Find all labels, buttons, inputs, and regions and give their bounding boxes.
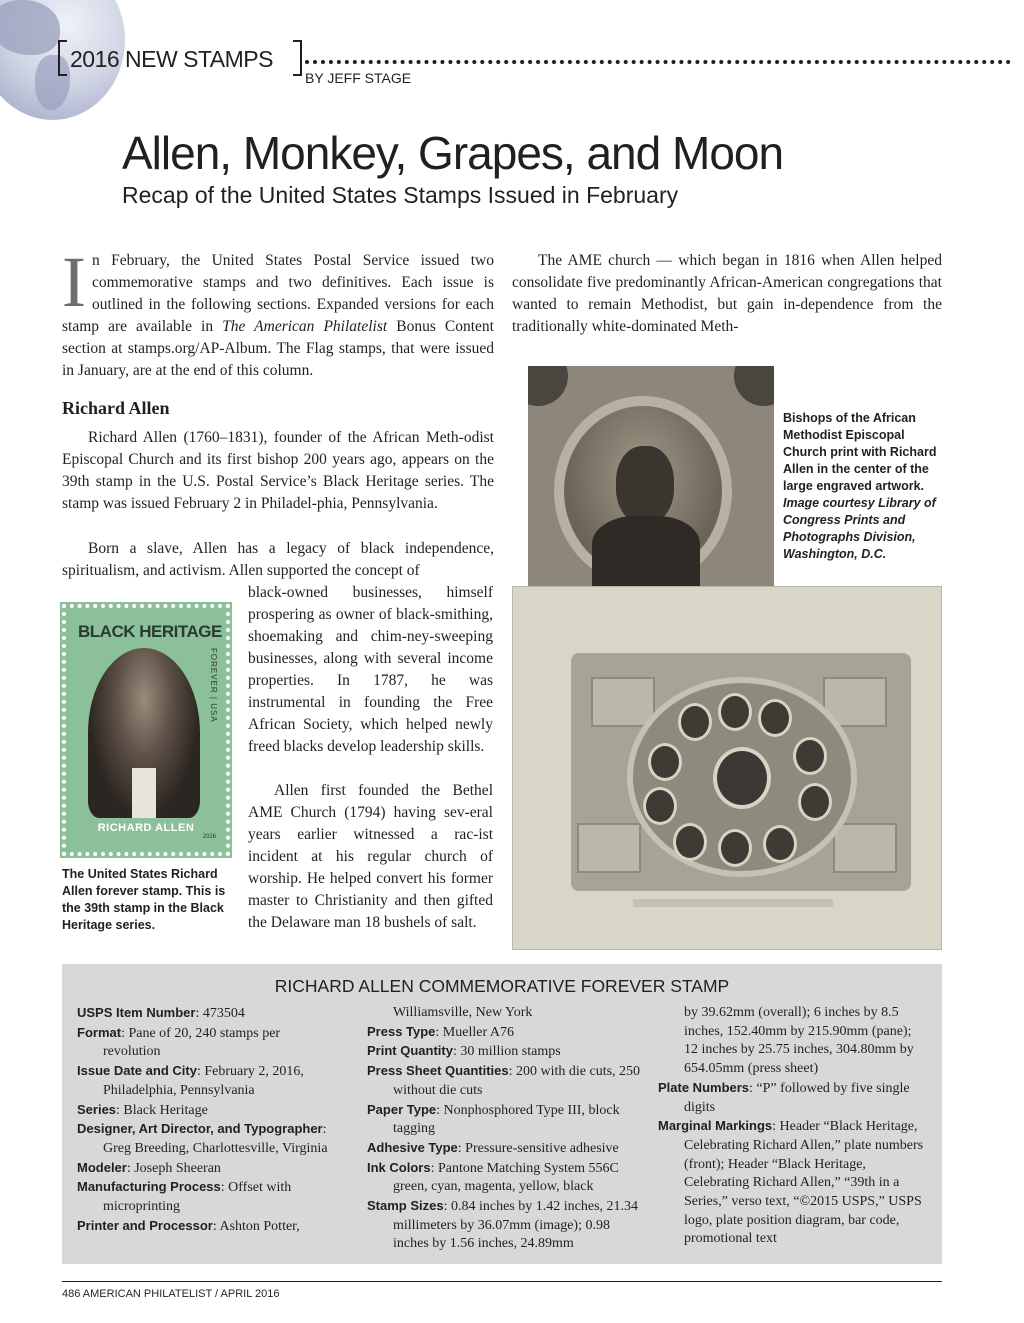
allen-paragraph-1: Richard Allen (1760–1831), founder of the African Meth-odist Episcopal Church and its first bishop 200 years ago, appears on the 39th stamp in the U.S. Postal Service’s Black Heritage series. The stamp was issued February 2 in Philadel-phia, Pennsylvania. xyxy=(62,429,494,512)
detail-label: Ink Colors xyxy=(367,1159,431,1175)
detail-value: : Black Heritage xyxy=(116,1102,208,1118)
print-bishop-medallion xyxy=(718,693,752,731)
detail-label: Paper Type xyxy=(367,1101,437,1117)
details-column-1 xyxy=(77,1004,339,1236)
bracket-left xyxy=(58,40,67,76)
detail-label: Designer, Art Director, and Typographer xyxy=(77,1121,323,1137)
stamp-details-box xyxy=(62,964,942,1264)
detail-label: Press Sheet Quantities xyxy=(367,1063,509,1079)
print-bishop-medallion xyxy=(793,737,827,775)
details-title: RICHARD ALLEN COMMEMORATIVE FOREVER STAMP xyxy=(274,976,730,996)
detail-entry xyxy=(367,1101,647,1139)
engraving-detail-image xyxy=(528,366,774,592)
print-bishop-medallion xyxy=(678,703,712,741)
stamp-portrait-collar xyxy=(132,768,156,818)
detail-label: Modeler xyxy=(77,1159,127,1175)
detail-label: Format xyxy=(77,1024,122,1040)
detail-value: : Offset with microprinting xyxy=(103,1180,292,1215)
footer-rule xyxy=(62,1281,942,1282)
detail-label: Adhesive Type xyxy=(367,1139,458,1155)
print-building-vignette xyxy=(833,823,897,873)
drop-cap: I xyxy=(62,242,86,322)
section-heading: Richard Allen xyxy=(62,398,170,418)
detail-value: : Header “Black Heritage, Celebrating Richard Allen,” plate numbers (front); Header “Black Heritage, Celebrating Richard Allen,” “39th in a Series,” verso text, “©2015 USPS,” USPS logo, plate position diagram, bar code, promotional text xyxy=(684,1119,924,1247)
detail-entry xyxy=(77,1178,339,1216)
print-caption-text: Bishops of the African Methodist Episcopal Church print with Richard Allen in the center of the large engraved artwork. xyxy=(783,411,937,493)
detail-label: USPS Item Number xyxy=(77,1005,196,1020)
print-caption-credit: Image courtesy Library of Congress Prints and Photographs Division, Washington, D.C. xyxy=(783,496,936,561)
detail-entry xyxy=(77,1062,339,1100)
detail-value: : Ashton Potter, xyxy=(212,1218,300,1234)
intro-text: n February, the United States Postal Service issued two commemorative stamps and two definitives. Each issue is outlined in the following sections. Expanded versions for each stamp are available in xyxy=(62,252,494,335)
detail-label: Series xyxy=(77,1101,117,1117)
detail-entry xyxy=(367,1159,647,1197)
engraving-corner-portrait xyxy=(528,366,568,406)
intro-text-cont: Bonus Content section at stamps.org/AP-Album. The Flag stamps, that were issued in January, are at the end of this column. xyxy=(62,318,494,379)
detail-entry xyxy=(77,1159,339,1179)
detail-entry xyxy=(367,1023,647,1043)
detail-entry xyxy=(658,1079,928,1117)
detail-value: : Joseph Sheeran xyxy=(126,1160,221,1176)
detail-entry xyxy=(77,1217,339,1237)
allen-paragraph-3: Allen first founded the Bethel AME Church (1794) having sev-eral years earlier witnessed a rac-ist incident at his regular church of worship. He helped convert his former master to Christianity and then gifted the Delaware man 18 bushels of salt. xyxy=(248,782,493,931)
detail-label: Print Quantity xyxy=(367,1043,453,1059)
bishops-print-image xyxy=(512,586,942,950)
detail-value: : Pane of 20, 240 stamps per revolution xyxy=(103,1025,281,1060)
print-bishop-medallion xyxy=(798,783,832,821)
engraving-face xyxy=(616,446,674,524)
detail-entry xyxy=(77,1004,339,1024)
details-column-3 xyxy=(658,1004,928,1249)
engraving-body xyxy=(592,516,700,586)
article-subtitle: Recap of the United States Stamps Issued in February xyxy=(122,182,679,208)
detail-label: Stamp Sizes xyxy=(367,1198,444,1214)
detail-value: : Greg Breeding, Charlottesville, Virginia xyxy=(103,1122,328,1156)
detail-label: Printer and Processor xyxy=(77,1217,213,1233)
print-building-vignette xyxy=(577,823,641,873)
allen-paragraph-2: Born a slave, Allen has a legacy of black independence, spiritualism, and activism. Allen supported the concept of xyxy=(62,540,494,579)
print-caption xyxy=(783,410,943,563)
detail-value: : 200 with die cuts, 250 without die cuts xyxy=(393,1064,641,1098)
globe-landmass xyxy=(0,0,60,55)
detail-continuation: by 39.62mm (overall); 6 inches by 8.5 inches, 152.40mm by 215.90mm (pane); 12 inches by 25.75 inches, 304.80mm by 654.05mm (press sheet) xyxy=(684,1005,914,1077)
detail-value: : Pantone Matching System 556C green, cyan, magenta, yellow, black xyxy=(393,1160,619,1195)
print-bishop-medallion xyxy=(673,823,707,861)
details-column-2 xyxy=(367,1004,647,1254)
detail-label: Press Type xyxy=(367,1023,436,1039)
print-bishop-medallion xyxy=(643,787,677,825)
article-title: Allen, Monkey, Grapes, and Moon xyxy=(122,127,784,179)
detail-value: : February 2, 2016, Philadelphia, Pennsylvania xyxy=(103,1064,304,1098)
detail-label: Issue Date and City xyxy=(77,1063,197,1079)
detail-entry xyxy=(658,1117,928,1249)
byline: BY JEFF STAGE xyxy=(305,70,412,86)
detail-entry xyxy=(367,1197,647,1254)
stamp-face xyxy=(74,618,222,842)
stamp-caption: The United States Richard Allen forever stamp. This is the 39th stamp in the Black Heritage series. xyxy=(62,867,226,932)
detail-entry xyxy=(77,1101,339,1121)
detail-value: : 30 million stamps xyxy=(452,1044,561,1060)
page-footer: 486 AMERICAN PHILATELIST / APRIL 2016 xyxy=(62,1288,280,1300)
allen-paragraph-2-cont: black-owned businesses, himself prospering as owner of black-smithing, shoemaking and chim-ney-sweeping businesses, along with several income properties. In 1787, he was instrumental in founding the Free African Society, which helped newly freed blacks develop leadership skills. xyxy=(248,584,493,755)
print-bishop-medallion xyxy=(763,825,797,863)
detail-label: Marginal Markings xyxy=(658,1118,773,1134)
detail-entry xyxy=(367,1139,647,1159)
detail-value: : “P” followed by five single digits xyxy=(684,1080,910,1115)
kicker-text: 2016 NEW STAMPS xyxy=(70,46,273,72)
detail-entry xyxy=(77,1120,339,1158)
detail-entry xyxy=(367,1062,647,1100)
stamp-year: 2016 xyxy=(202,834,216,840)
stamp-name: RICHARD ALLEN xyxy=(97,822,195,834)
detail-value: : 0.84 inches by 1.42 inches, 21.34 millimeters by 36.07mm (image); 0.98 inches by 1.56 inches, 24.89mm xyxy=(393,1199,639,1252)
detail-value: : Pressure-sensitive adhesive xyxy=(457,1140,619,1156)
detail-label: Plate Numbers xyxy=(658,1079,750,1095)
print-bishop-medallion xyxy=(648,743,682,781)
bracket-right xyxy=(293,40,302,76)
stamp-denomination: FOREVER | USA xyxy=(209,648,218,723)
detail-value: : Mueller A76 xyxy=(435,1024,514,1040)
detail-value: : 473504 xyxy=(195,1006,245,1021)
print-bishop-medallion xyxy=(758,699,792,737)
dotted-rule xyxy=(305,60,1011,64)
intro-paragraph xyxy=(62,242,494,382)
detail-label: Manufacturing Process xyxy=(77,1179,221,1195)
detail-entry xyxy=(367,1042,647,1062)
print-building-vignette xyxy=(591,677,655,727)
detail-entry xyxy=(77,1024,339,1062)
allen-stamp-image xyxy=(62,604,230,856)
print-allen-center-portrait xyxy=(713,747,771,809)
print-title-lettering xyxy=(633,899,833,907)
intro-publication: The American Philatelist xyxy=(222,318,388,335)
right-column-paragraph: The AME church — which began in 1816 when Allen helped consolidate five predominantly African-American congregations that wanted to remain Methodist, but gain in-dependence from the traditionally white-dominated Meth- xyxy=(512,252,942,335)
print-bishop-medallion xyxy=(718,829,752,867)
detail-continuation: Williamsville, New York xyxy=(393,1005,533,1020)
stamp-series-title: BLACK HERITAGE xyxy=(78,622,222,641)
engraving-corner-portrait xyxy=(734,366,774,406)
detail-value: : Nonphosphored Type III, block tagging xyxy=(393,1102,620,1137)
